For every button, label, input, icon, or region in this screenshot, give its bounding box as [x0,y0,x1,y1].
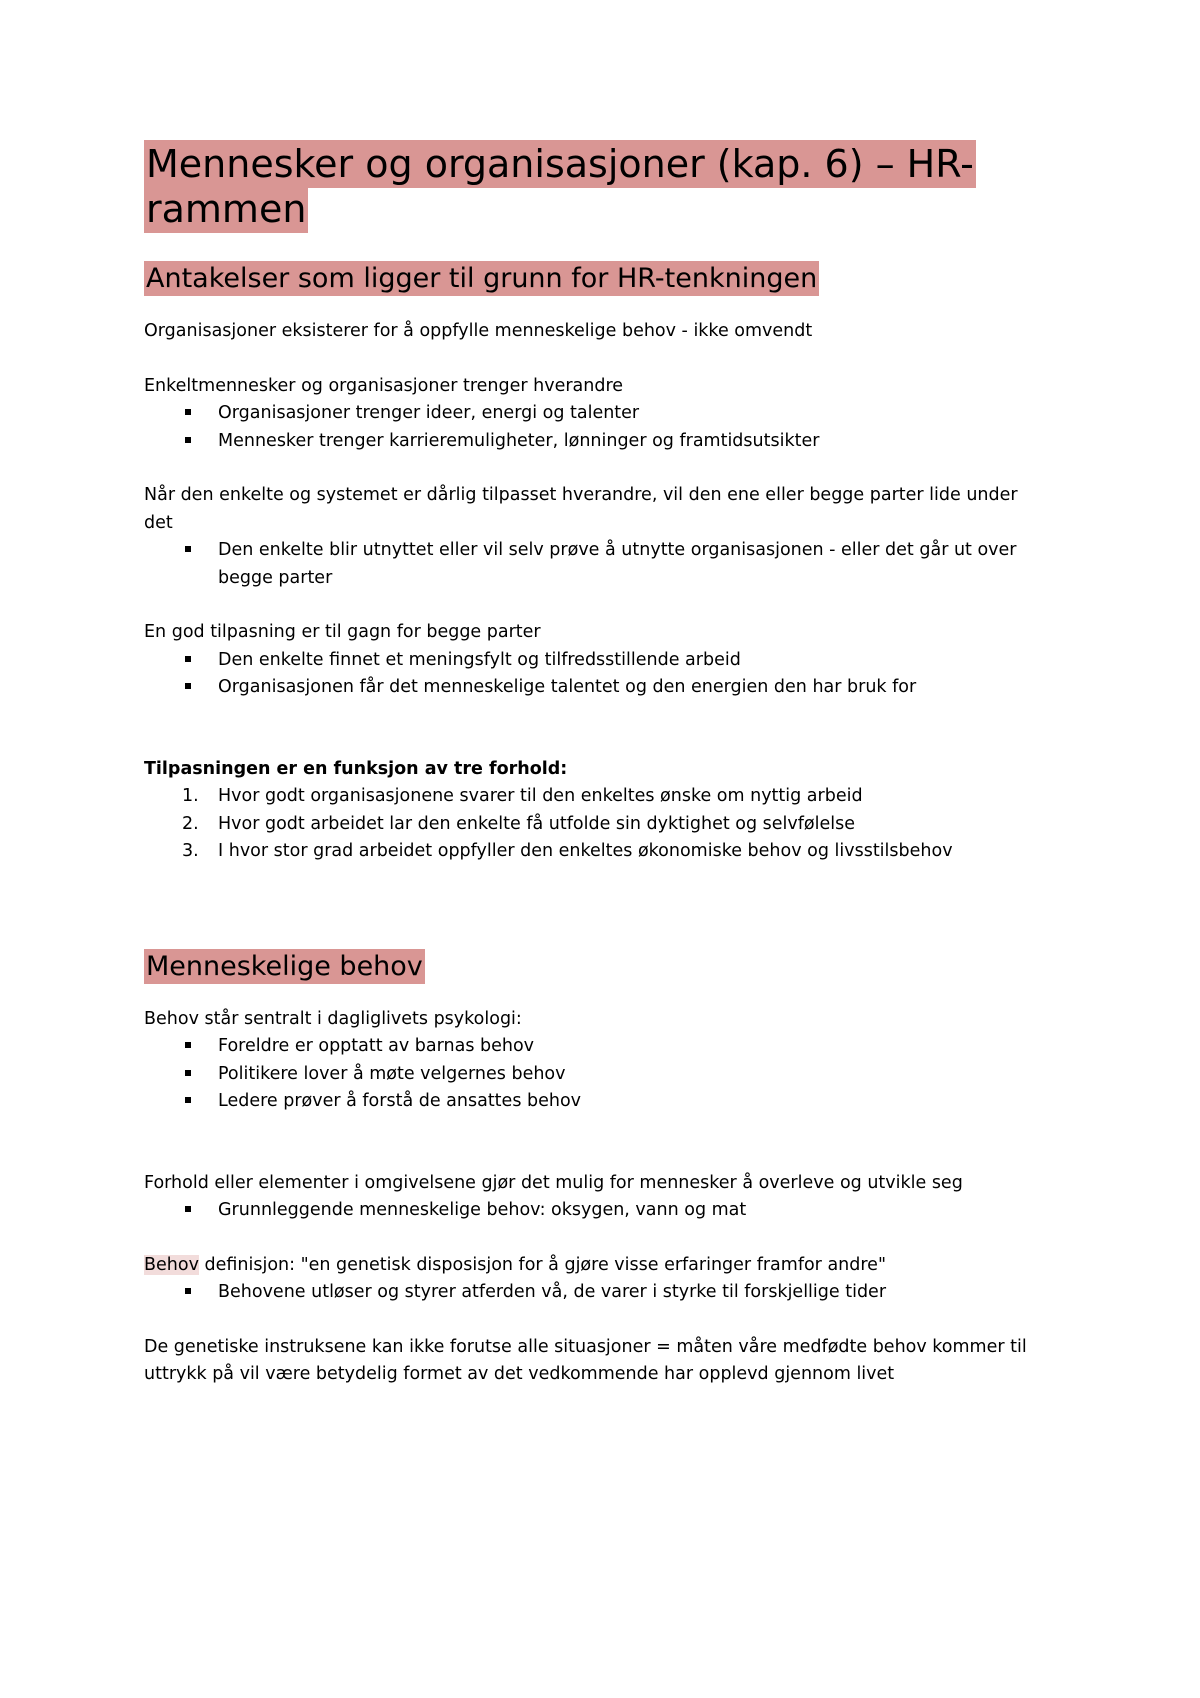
paragraph: Forhold eller elementer i omgivelsene gjør det mulig for mennesker å overleve og utvikle seg [144,1172,963,1193]
bullet-list [144,647,1044,702]
list-item: Den enkelte blir utnyttet eller vil selv prøve å utnytte organisasjonen - eller det går ut over begge parter [144,537,1044,592]
numbered-list [144,783,1044,866]
list-item: Politikere lover å møte velgernes behov [144,1061,1044,1089]
list-item: Foreldre er opptatt av barnas behov [144,1033,1044,1061]
paragraph: Når den enkelte og systemet er dårlig tilpasset hverandre, vil den ene eller begge parter lide under det [144,485,1018,533]
document-content [144,142,1044,1389]
list-item: Grunnleggende menneskelige behov: oksygen, vann og mat [144,1197,1044,1225]
list-item: Organisasjoner trenger ideer, energi og talenter [144,400,1044,428]
list-item: 2. Hvor godt arbeidet lar den enkelte få utfolde sin dyktighet og selvfølelse [182,813,855,834]
bullet-list [144,1279,1044,1307]
list-item: Mennesker trenger karrieremuligheter, lønninger og framtidsutsikter [144,428,1044,456]
list-item: 1. Hvor godt organisasjonene svarer til den enkeltes ønske om nyttig arbeid [182,786,863,806]
section-heading-behov: Menneskelige behov [146,950,423,982]
list-item: Organisasjonen får det menneskelige talentet og den energien den har bruk for [144,674,1044,702]
paragraph: De genetiske instruksene kan ikke forutse alle situasjoner = måten våre medfødte behov kommer til uttrykk på vil være betydelig formet av det vedkommende har opplevd gjennom livet [144,1336,1027,1384]
document-title: Mennesker og organisasjoner (kap. 6) – HR-rammen [146,142,974,231]
bullet-list [144,400,1044,455]
list-item: 3. I hvor stor grad arbeidet oppfyller den enkeltes økonomiske behov og livsstilsbehov [182,841,953,861]
paragraph: Behov definisjon: "en genetisk disposisjon for å gjøre visse erfaringer framfor andre" [144,1254,886,1275]
bullet-list [144,1197,1044,1225]
section-heading-antakelser: Antakelser som ligger til grunn for HR-tenkningen [146,263,818,294]
bullet-list [144,1033,1044,1116]
term-behov: Behov [144,1254,199,1275]
paragraph: Organisasjoner eksisterer for å oppfylle menneskelige behov - ikke omvendt [144,321,813,341]
paragraph: Enkeltmennesker og organisasjoner trenger hverandre [144,375,624,396]
paragraph: En god tilpasning er til gagn for begge parter [144,622,541,642]
bullet-list [144,537,1044,592]
paragraph-bold: Tilpasningen er en funksjon av tre forhold: [144,758,568,779]
paragraph: Behov står sentralt i dagliglivets psykologi: [144,1008,522,1029]
list-item: Ledere prøver å forstå de ansattes behov [144,1088,1044,1116]
list-item: Behovene utløser og styrer atferden vå, de varer i styrke til forskjellige tider [144,1279,1044,1307]
list-item: Den enkelte finnet et meningsfylt og tilfredsstillende arbeid [144,647,1044,675]
